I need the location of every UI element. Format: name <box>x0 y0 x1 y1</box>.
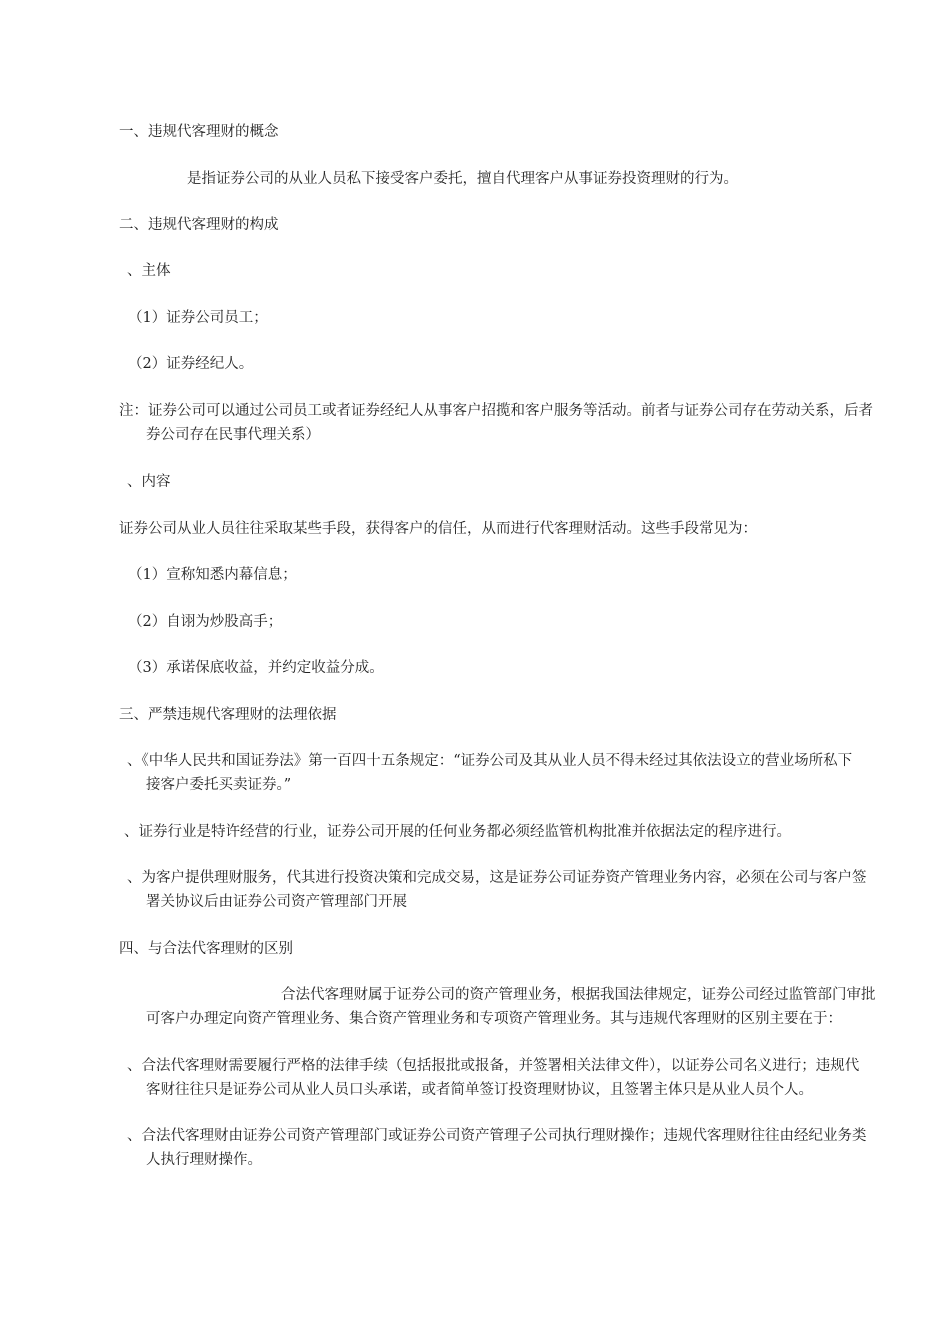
section4-diff-1-line-2: 客财往往只是证券公司从业人员口头承诺，或者简单签订投资理财协议，且签署主体只是从业人员个人。 <box>146 1082 813 1098</box>
section3-point-2: 、证券行业是特许经营的行业，证券公司开展的任何业务都必须经监管机构批准并依据法定的程序进行。 <box>124 824 791 840</box>
content-item-2: （2）自诩为炒股高手； <box>128 614 283 630</box>
content-intro: 证券公司从业人员往往采取某些手段，获得客户的信任，从而进行代客理财活动。这些手段常见为： <box>119 521 757 537</box>
subject-item-2: （2）证券经纪人。 <box>128 356 254 372</box>
section3-point-3-line-2: 署关协议后由证券公司资产管理部门开展 <box>146 894 407 910</box>
section4-heading: 四、与合法代客理财的区别 <box>119 941 293 957</box>
section3-point-3-line-1: 、为客户提供理财服务，代其进行投资决策和完成交易，这是证券公司证券资产管理业务内容，必须在公司与客户签 <box>127 870 867 886</box>
section1-heading: 一、违规代客理财的概念 <box>119 124 279 140</box>
subject-note-line-2: 券公司存在民事代理关系） <box>146 427 320 443</box>
section4-diff-2-line-2: 人执行理财操作。 <box>146 1152 262 1168</box>
subject-note-line-1: 注：证券公司可以通过公司员工或者证券经纪人从事客户招揽和客户服务等活动。前者与证券公司存在劳动关系，后者 <box>119 403 873 419</box>
section1-definition: 是指证券公司的从业人员私下接受客户委托，擅自代理客户从事证券投资理财的行为。 <box>187 171 738 187</box>
content-item-3: （3）承诺保底收益，并约定收益分成。 <box>128 660 384 676</box>
section3-heading: 三、严禁违规代客理财的法理依据 <box>119 707 337 723</box>
section3-point-1-line-1: 、《中华人民共和国证券法》第一百四十五条规定：“证券公司及其从业人员不得未经过其依法设立的营业场所私下 <box>127 753 853 769</box>
section4-diff-1-line-1: 、合法代客理财需要履行严格的法律手续（包括报批或报备，并签署相关法律文件），以证券公司名义进行；违规代 <box>127 1058 860 1074</box>
section4-diff-2-line-1: 、合法代客理财由证券公司资产管理部门或证券公司资产管理子公司执行理财操作；违规代客理财往往由经纪业务类 <box>127 1128 867 1144</box>
section4-intro-line-2: 可客户办理定向资产管理业务、集合资产管理业务和专项资产管理业务。其与违规代客理财的区别主要在于： <box>146 1011 842 1027</box>
section4-intro-line-1: 合法代客理财属于证券公司的资产管理业务，根据我国法律规定，证券公司经过监管部门审批 <box>281 987 876 1003</box>
content-item-1: （1）宣称知悉内幕信息； <box>128 567 297 583</box>
section3-point-1-line-2: 接客户委托买卖证券。” <box>146 777 292 793</box>
subject-item-1: （1）证券公司员工； <box>128 310 268 326</box>
subject-label: 、主体 <box>127 263 171 279</box>
content-label: 、内容 <box>127 474 171 490</box>
section2-heading: 二、违规代客理财的构成 <box>119 217 279 233</box>
